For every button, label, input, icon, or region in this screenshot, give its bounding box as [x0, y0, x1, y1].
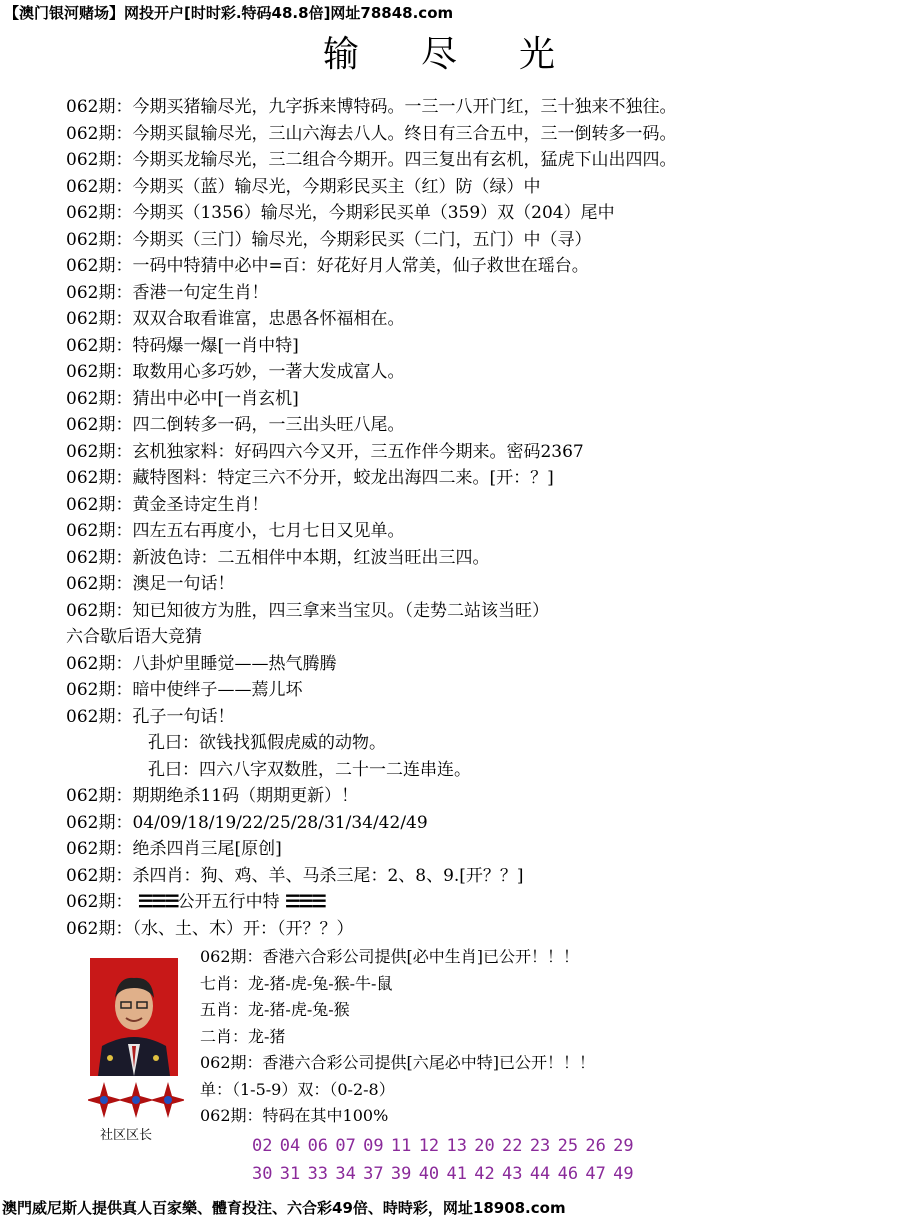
line: 062期：双双合取看谁富，忠愚各怀福相在。 [66, 309, 405, 329]
person-icon [90, 958, 178, 1076]
line: 062期：04/09/18/19/22/25/28/31/34/42/49 [66, 812, 428, 833]
line: 062期：今期买（1356）输尽光，今期彩民买单（359）双（204）尾中 [66, 203, 615, 223]
number-cell: 34 [335, 1164, 356, 1184]
number-cell: 23 [529, 1136, 551, 1156]
number-cell: 30 [252, 1164, 273, 1184]
line: 062期：四左五右再度小，七月七日又见单。 [66, 521, 405, 541]
line: 062期：黄金圣诗定生肖！ [66, 494, 269, 515]
number-cell: 06 [307, 1136, 329, 1156]
number-cell: 07 [335, 1136, 356, 1156]
number-cell: 20 [474, 1136, 495, 1156]
bars-icon: ☰☰☰ [137, 892, 178, 912]
provider-line: 七肖：龙-猪-虎-兔-猴-牛-鼠 [200, 973, 393, 993]
line: 062期：澳足一句话！ [66, 574, 235, 594]
number-cell: 37 [363, 1164, 384, 1184]
number-cell: 42 [474, 1164, 495, 1184]
line: 062期：杀四肖：狗、鸡、羊、马杀三尾：2、8、9.[开？？] [66, 865, 524, 886]
number-cell: 09 [363, 1136, 384, 1156]
line: 062期：（水、土、木）开：（开？？） [66, 918, 354, 939]
line: 062期：今期买（蓝）输尽光，今期彩民买主（红）防（绿）中 [66, 176, 541, 197]
line: 062期：知已知彼方为胜，四三拿来当宝贝。（走势二站该当旺） [66, 600, 549, 621]
number-cell: 22 [502, 1136, 523, 1156]
line: 062期：八卦炉里睡觉——热气腾腾 [66, 653, 337, 674]
provider-block [200, 944, 890, 1130]
number-cell: 02 [252, 1136, 273, 1156]
line: 062期：孔子一句话！ [66, 706, 235, 727]
number-cell: 40 [418, 1164, 440, 1184]
number-cell: 12 [418, 1136, 440, 1156]
wuxing-special-line [66, 889, 896, 916]
page-title: 输尽光 [322, 34, 617, 75]
portrait-image [90, 958, 178, 1076]
number-cell: 13 [446, 1136, 467, 1156]
top-banner: 【澳门银河赌场】网投开户[时时彩.特码48.8倍]网址78848.com [4, 4, 454, 22]
provider-line: 062期：特码在其中100% [200, 1106, 389, 1125]
line-prefix: 062期： [66, 892, 133, 912]
provider-line: 五肖：龙-猪-虎-兔-猴 [200, 1000, 350, 1019]
line: 062期：今期买龙输尽光，三二组合今期开。四三复出有玄机，猛虎下山出四四。 [66, 150, 677, 170]
line: 062期：猜出中必中[一肖玄机] [66, 388, 299, 409]
number-cell: 46 [557, 1164, 579, 1184]
line-text: 公开五行中特 [177, 892, 280, 912]
number-cell: 11 [390, 1136, 412, 1156]
line: 062期：今期买猪输尽光，九字拆来博特码。一三一八开门红，三十独来不独往。 [66, 97, 677, 117]
line: 062期：香港一句定生肖！ [66, 282, 269, 303]
medals-icon [88, 1078, 184, 1122]
provider-line: 062期：香港六合彩公司提供[必中生肖]已公开！！！ [200, 947, 580, 966]
quote-line: 孔曰：欲钱找狐假虎威的动物。 [148, 733, 386, 753]
line: 062期：绝杀四肖三尾[原创] [66, 839, 282, 859]
footer-banner: 澳門威尼斯人提供真人百家樂、體育投注、六合彩49倍、時時彩，网址18908.com [2, 1199, 566, 1217]
quote-line: 孔曰：四六八字双数胜，二十一二连串连。 [148, 759, 471, 780]
bars-icon: ☰☰☰ [285, 892, 325, 912]
provider-line: 二肖：龙-猪 [200, 1026, 286, 1046]
provider-line: 单：（1-5-9）双：（0-2-8） [200, 1079, 395, 1099]
number-cell: 47 [585, 1164, 606, 1184]
number-cell: 39 [390, 1164, 412, 1184]
number-cell: 26 [585, 1136, 606, 1156]
line: 062期：特码爆一爆[一肖中特] [66, 335, 299, 356]
line: 062期：今期买鼠输尽光，三山六海去八人。终日有三合五中，三一倒转多一码。 [66, 123, 677, 144]
special-numbers [252, 1132, 892, 1188]
number-cell: 49 [613, 1164, 634, 1184]
number-cell: 25 [557, 1136, 579, 1156]
prediction-lines [66, 94, 896, 942]
numbers-row [252, 1132, 892, 1160]
number-cell: 44 [529, 1164, 551, 1184]
line: 062期：新波色诗：二五相伴中本期，红波当旺出三四。 [66, 547, 490, 568]
line: 062期：今期买（三门）输尽光，今期彩民买（二门，五门）中（寻） [66, 229, 592, 250]
line: 062期：取数用心多巧妙，一著大发成富人。 [66, 362, 405, 382]
number-cell: 41 [446, 1164, 467, 1184]
line: 062期：藏特图料：特定三六不分开，蛟龙出海四二来。[开：？] [66, 468, 554, 488]
numbers-row [252, 1160, 892, 1188]
line: 062期：期期绝杀11码（期期更新）！ [66, 786, 359, 806]
line: 062期：四二倒转多一码，一三出头旺八尾。 [66, 415, 405, 435]
line: 062期：暗中使绊子——蔫儿坏 [66, 680, 303, 700]
provider-line: 062期：香港六合彩公司提供[六尾必中特]已公开！！！ [200, 1053, 596, 1072]
number-cell: 29 [613, 1136, 634, 1156]
number-cell: 31 [279, 1164, 301, 1184]
number-cell: 04 [279, 1136, 301, 1156]
number-cell: 43 [502, 1164, 523, 1184]
line: 062期：一码中特猜中必中=百：好花好月人常美，仙子救世在瑶台。 [66, 256, 589, 276]
portrait-caption: 社区区长 [100, 1128, 153, 1143]
number-cell: 33 [307, 1164, 329, 1184]
section-heading: 六合歇后语大竞猜 [66, 627, 202, 647]
line: 062期：玄机独家料：好码四六今又开，三五作伴今期来。密码2367 [66, 441, 584, 462]
